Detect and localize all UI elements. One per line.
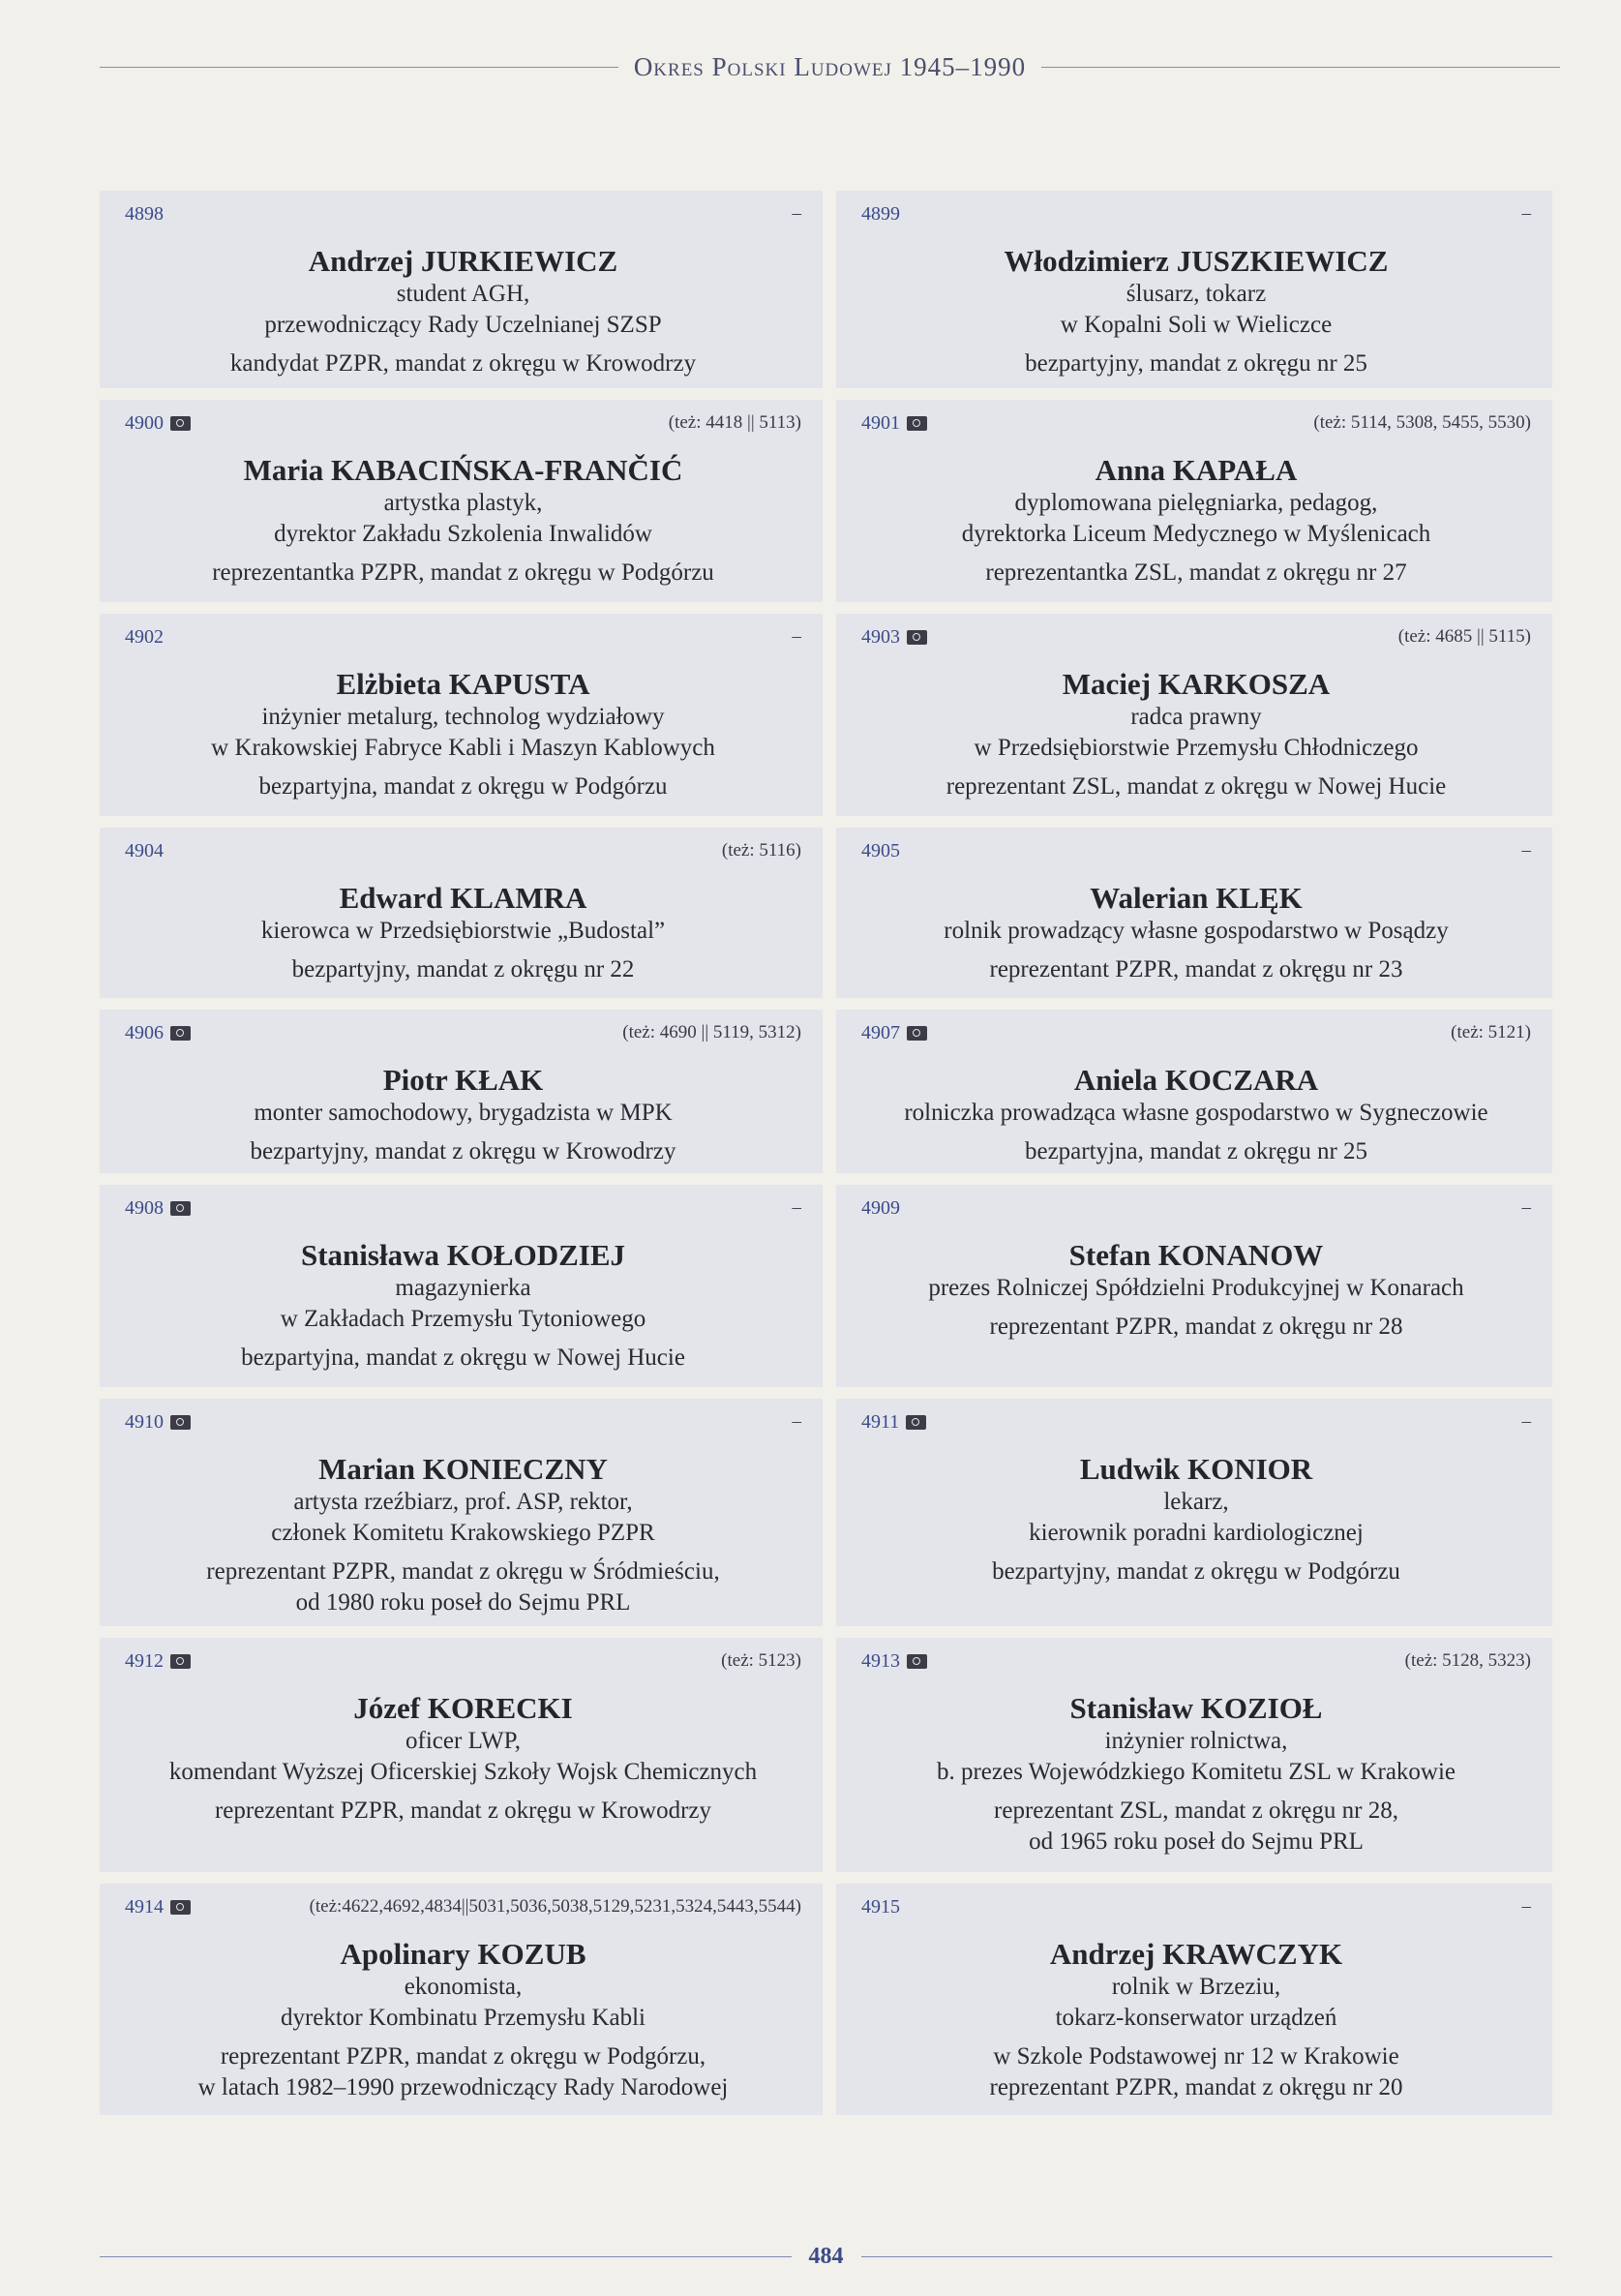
mandate	[861, 558, 1531, 589]
occupation-line: w Przedsiębiorstwie Przemysłu Chłodniczego	[974, 735, 1419, 761]
occupation	[125, 1972, 801, 2034]
mandate-line: reprezentant PZPR, mandat z okręgu nr 20	[989, 2074, 1403, 2100]
occupation	[861, 1098, 1531, 1129]
entry-cross-references: (też: 5116)	[721, 840, 801, 861]
entry-card	[100, 828, 823, 998]
entry-cross-references: (też:4622,4692,4834||5031,5036,5038,5129,5231,5324,5443,5544)	[309, 1896, 801, 1917]
mandate-line: bezpartyjny, mandat z okręgu nr 25	[1025, 350, 1367, 377]
entry-number-group	[125, 1896, 191, 1918]
mandate-line: od 1965 roku poseł do Sejmu PRL	[1029, 1828, 1364, 1855]
camera-icon	[907, 1026, 927, 1041]
mandate-line: w Szkole Podstawowej nr 12 w Krakowie	[993, 2043, 1399, 2069]
entry-number-group	[861, 1411, 926, 1434]
entry-card	[100, 614, 823, 816]
occupation-line: przewodniczący Rady Uczelnianej SZSP	[264, 312, 662, 338]
entry-number: 4901	[861, 411, 900, 434]
entry-body	[125, 881, 801, 985]
entry-header	[861, 1196, 1531, 1220]
camera-icon	[170, 1026, 191, 1041]
entry-cross-references: –	[1521, 1896, 1531, 1917]
camera-icon	[170, 1654, 191, 1669]
entry-header	[125, 1895, 801, 1918]
entry-header	[125, 411, 801, 435]
occupation	[125, 702, 801, 764]
mandate	[861, 1136, 1531, 1167]
occupation-line: artysta rzeźbiarz, prof. ASP, rektor,	[293, 1489, 633, 1515]
entry-number-group	[861, 840, 900, 862]
entry-number-group	[125, 1022, 191, 1044]
entry-number: 4899	[861, 202, 900, 225]
entry-cross-references: –	[792, 626, 801, 647]
entry-header	[861, 839, 1531, 862]
entry-header	[125, 202, 801, 226]
entry-number-group	[861, 626, 927, 649]
occupation-line: tokarz-konserwator urządzeń	[1055, 2005, 1337, 2031]
entry-number-group	[861, 412, 927, 435]
entry-header	[861, 625, 1531, 649]
person-name: Anna KAPAŁA	[1095, 453, 1298, 487]
person-name: Maciej KARKOSZA	[1062, 667, 1331, 701]
mandate-line: od 1980 roku poseł do Sejmu PRL	[295, 1589, 631, 1616]
entry-card	[836, 1638, 1552, 1872]
occupation-line: radca prawny	[1130, 704, 1262, 730]
entry-cross-references: –	[1521, 203, 1531, 224]
occupation-line: rolnik w Brzeziu,	[1111, 1974, 1281, 2000]
occupation-line: w Krakowskiej Fabryce Kabli i Maszyn Kablowych	[211, 735, 715, 761]
mandate	[861, 348, 1531, 379]
mandate	[861, 1796, 1531, 1858]
entry-number-group	[861, 1896, 900, 1918]
entry-card	[100, 1185, 823, 1387]
mandate-line: reprezentant PZPR, mandat z okręgu w Śródmieściu,	[206, 1558, 720, 1585]
entry-number: 4912	[125, 1649, 164, 1672]
person-name: Stanisława KOŁODZIEJ	[300, 1238, 626, 1272]
occupation-line: dyplomowana pielęgniarka, pedagog,	[1014, 490, 1378, 516]
occupation-line: artystka plastyk,	[383, 490, 543, 516]
footer-rule-left	[100, 2256, 792, 2257]
mandate	[125, 558, 801, 589]
entry-number-group	[861, 203, 900, 226]
occupation-line: monter samochodowy, brygadzista w MPK	[254, 1100, 673, 1126]
entry-header	[125, 839, 801, 862]
mandate	[125, 954, 801, 985]
occupation	[125, 488, 801, 550]
entry-body	[125, 1063, 801, 1167]
entry-header	[861, 1895, 1531, 1918]
mandate	[125, 2041, 801, 2103]
person-name: Maria KABACIŃSKA-FRANČIĆ	[243, 453, 683, 487]
occupation-line: dyrektor Zakładu Szkolenia Inwalidów	[274, 521, 652, 547]
running-header-title: Okres Polski Ludowej 1945–1990	[633, 51, 1027, 81]
entry-number: 4905	[861, 839, 900, 861]
person-name: Marian KONIECZNY	[318, 1452, 608, 1486]
entry-body	[125, 1452, 801, 1618]
entry-header	[861, 411, 1531, 435]
camera-icon	[170, 416, 191, 431]
mandate	[861, 2041, 1531, 2103]
mandate-line: w latach 1982–1990 przewodniczący Rady Narodowej	[197, 2074, 729, 2100]
person-name: Włodzimierz JUSZKIEWICZ	[1004, 244, 1389, 278]
entry-card	[836, 1399, 1552, 1626]
mandate	[125, 771, 801, 802]
entry-number: 4910	[125, 1410, 164, 1433]
entry-cross-references: –	[1521, 1197, 1531, 1218]
entry-number-group	[861, 1022, 927, 1044]
occupation-line: w Zakładach Przemysłu Tytoniowego	[280, 1306, 646, 1332]
entries-grid	[100, 191, 1552, 2115]
occupation	[861, 1487, 1531, 1549]
entry-number-group	[125, 203, 164, 226]
entry-card	[836, 1185, 1552, 1387]
entry-cross-references: –	[792, 1411, 801, 1432]
mandate	[125, 1556, 801, 1618]
page-footer	[100, 2240, 1552, 2273]
entry-body	[861, 244, 1531, 379]
occupation	[861, 916, 1531, 947]
entry-body	[125, 453, 801, 589]
entry-body	[125, 667, 801, 802]
occupation	[125, 1487, 801, 1549]
mandate-line: reprezentant PZPR, mandat z okręgu w Krowodrzy	[214, 1798, 712, 1824]
entry-number: 4904	[125, 839, 164, 861]
entry-header	[861, 1410, 1531, 1434]
mandate-line: bezpartyjny, mandat z okręgu w Podgórzu	[992, 1558, 1400, 1585]
person-name: Stanisław KOZIOŁ	[1069, 1691, 1323, 1725]
entry-cross-references: –	[1521, 840, 1531, 861]
entry-header	[125, 625, 801, 649]
entry-cross-references: (też: 4418 || 5113)	[668, 412, 801, 433]
entry-number: 4915	[861, 1895, 900, 1918]
entry-card	[836, 828, 1552, 998]
entry-card	[836, 191, 1552, 388]
occupation	[861, 488, 1531, 550]
entry-card	[836, 400, 1552, 602]
entry-number: 4902	[125, 625, 164, 648]
mandate	[861, 1556, 1531, 1587]
running-header	[100, 50, 1560, 83]
entry-number: 4911	[861, 1410, 900, 1433]
occupation-line: inżynier metalurg, technolog wydziałowy	[261, 704, 665, 730]
entry-card	[836, 1010, 1552, 1173]
occupation-line: dyrektorka Liceum Medycznego w Myślenicach	[961, 521, 1431, 547]
entry-header	[861, 202, 1531, 226]
entry-body	[861, 667, 1531, 802]
camera-icon	[170, 1415, 191, 1430]
occupation-line: kierownik poradni kardiologicznej	[1029, 1520, 1364, 1546]
mandate	[125, 348, 801, 379]
header-rule-right	[1041, 67, 1560, 68]
person-name: Ludwik KONIOR	[1079, 1452, 1313, 1486]
occupation	[125, 1098, 801, 1129]
person-name: Elżbieta KAPUSTA	[336, 667, 590, 701]
entry-card	[100, 1399, 823, 1626]
entry-card	[100, 191, 823, 388]
person-name: Edward KLAMRA	[339, 881, 587, 915]
person-name: Stefan KONANOW	[1068, 1238, 1324, 1272]
occupation-line: prezes Rolniczej Spółdzielni Produkcyjnej w Konarach	[928, 1275, 1464, 1301]
entry-card	[100, 1884, 823, 2115]
entry-number-group	[125, 840, 164, 862]
occupation-line: lekarz,	[1163, 1489, 1229, 1515]
camera-icon	[907, 630, 927, 645]
occupation-line: b. prezes Wojewódzkiego Komitetu ZSL w Krakowie	[936, 1759, 1456, 1785]
camera-icon	[907, 416, 927, 431]
entry-body	[125, 1238, 801, 1374]
entry-card	[836, 614, 1552, 816]
entry-number: 4908	[125, 1196, 164, 1219]
entry-body	[861, 1452, 1531, 1587]
entry-body	[861, 1238, 1531, 1343]
occupation-line: inżynier rolnictwa,	[1104, 1728, 1288, 1754]
mandate-line: kandydat PZPR, mandat z okręgu w Krowodrzy	[229, 350, 697, 377]
entry-card	[836, 1884, 1552, 2115]
person-name: Piotr KŁAK	[382, 1063, 544, 1097]
person-name: Józef KORECKI	[353, 1691, 573, 1725]
entry-number: 4909	[861, 1196, 900, 1219]
entry-cross-references: (też: 4685 || 5115)	[1397, 626, 1531, 647]
person-name: Aniela KOCZARA	[1073, 1063, 1319, 1097]
occupation-line: magazynierka	[395, 1275, 531, 1301]
entry-card	[100, 400, 823, 602]
occupation-line: ekonomista,	[404, 1974, 523, 2000]
person-name: Andrzej JURKIEWICZ	[308, 244, 618, 278]
occupation-line: w Kopalni Soli w Wieliczce	[1060, 312, 1333, 338]
camera-icon	[907, 1654, 927, 1669]
mandate	[125, 1796, 801, 1827]
occupation	[125, 1273, 801, 1335]
mandate-line: bezpartyjna, mandat z okręgu nr 25	[1024, 1138, 1368, 1164]
header-rule-left	[100, 67, 618, 68]
entry-cross-references: (też: 5114, 5308, 5455, 5530)	[1313, 412, 1531, 433]
entry-header	[125, 1410, 801, 1434]
entry-header	[861, 1649, 1531, 1673]
mandate-line: reprezentant PZPR, mandat z okręgu w Podgórzu,	[220, 2043, 706, 2069]
mandate	[125, 1343, 801, 1374]
entry-cross-references: (też: 4690 || 5119, 5312)	[622, 1022, 801, 1042]
occupation	[861, 1726, 1531, 1788]
entry-body	[861, 881, 1531, 985]
entry-number: 4903	[861, 625, 900, 648]
entry-card	[100, 1010, 823, 1173]
occupation-line: ślusarz, tokarz	[1126, 281, 1267, 307]
entry-number: 4898	[125, 202, 164, 225]
occupation	[125, 279, 801, 341]
entry-body	[125, 1937, 801, 2103]
occupation-line: członek Komitetu Krakowskiego PZPR	[271, 1520, 655, 1546]
camera-icon	[170, 1201, 191, 1216]
person-name: Andrzej KRAWCZYK	[1049, 1937, 1343, 1971]
camera-icon	[170, 1900, 191, 1915]
entry-cross-references: –	[792, 1197, 801, 1218]
occupation	[861, 702, 1531, 764]
occupation	[861, 1972, 1531, 2034]
entry-cross-references: (też: 5128, 5323)	[1404, 1650, 1531, 1671]
entry-number-group	[861, 1197, 900, 1220]
mandate	[125, 1136, 801, 1167]
occupation-line: student AGH,	[396, 281, 530, 307]
entry-header	[125, 1021, 801, 1044]
entry-card	[100, 1638, 823, 1872]
mandate-line: bezpartyjny, mandat z okręgu w Krowodrzy	[250, 1138, 676, 1164]
entry-number: 4914	[125, 1895, 164, 1918]
mandate-line: reprezentant PZPR, mandat z okręgu nr 28	[989, 1314, 1403, 1340]
entry-number-group	[125, 1197, 191, 1220]
entry-body	[861, 1063, 1531, 1167]
mandate-line: reprezentant ZSL, mandat z okręgu nr 28,	[994, 1798, 1398, 1824]
mandate-line: reprezentant ZSL, mandat z okręgu w Nowej Hucie	[946, 773, 1447, 800]
occupation-line: kierowca w Przedsiębiorstwie „Budostal”	[260, 918, 666, 944]
entry-body	[125, 244, 801, 379]
occupation-line: dyrektor Kombinatu Przemysłu Kabli	[280, 2005, 645, 2031]
mandate	[861, 771, 1531, 802]
mandate-line: reprezentantka PZPR, mandat z okręgu w Podgórzu	[212, 559, 714, 586]
occupation	[861, 279, 1531, 341]
occupation	[861, 1273, 1531, 1304]
entry-number: 4906	[125, 1021, 164, 1043]
camera-icon	[906, 1415, 926, 1430]
entry-header	[861, 1021, 1531, 1044]
mandate-line: reprezentant PZPR, mandat z okręgu nr 23	[989, 956, 1403, 982]
entry-body	[861, 453, 1531, 589]
person-name: Apolinary KOZUB	[340, 1937, 586, 1971]
entry-number-group	[125, 1411, 191, 1434]
entry-number-group	[861, 1650, 927, 1673]
entry-header	[125, 1196, 801, 1220]
mandate-line: bezpartyjny, mandat z okręgu nr 22	[291, 956, 635, 982]
page-number: 484	[808, 2243, 844, 2269]
entry-cross-references: –	[792, 203, 801, 224]
mandate-line: bezpartyjna, mandat z okręgu w Nowej Hucie	[241, 1344, 685, 1371]
entry-cross-references: (też: 5121)	[1451, 1022, 1531, 1042]
occupation-line: rolniczka prowadząca własne gospodarstwo w Sygneczowie	[904, 1100, 1488, 1126]
mandate	[861, 954, 1531, 985]
occupation	[125, 1726, 801, 1788]
mandate-line: bezpartyjna, mandat z okręgu w Podgórzu	[258, 773, 668, 800]
entry-body	[125, 1691, 801, 1827]
entry-number-group	[125, 626, 164, 649]
occupation-line: rolnik prowadzący własne gospodarstwo w Posądzy	[944, 918, 1449, 944]
entry-number: 4900	[125, 411, 164, 434]
entry-header	[125, 1649, 801, 1673]
footer-rule-right	[861, 2256, 1553, 2257]
entry-number-group	[125, 1650, 191, 1673]
mandate	[861, 1312, 1531, 1343]
entry-number-group	[125, 412, 191, 435]
entry-number: 4913	[861, 1649, 900, 1672]
occupation-line: oficer LWP,	[405, 1728, 521, 1754]
entry-body	[861, 1691, 1531, 1858]
entry-cross-references: (też: 5123)	[721, 1650, 801, 1671]
entry-cross-references: –	[1521, 1411, 1531, 1432]
mandate-line: reprezentantka ZSL, mandat z okręgu nr 27	[985, 559, 1407, 586]
occupation-line: komendant Wyższej Oficerskiej Szkoły Wojsk Chemicznych	[168, 1759, 758, 1785]
occupation	[125, 916, 801, 947]
person-name: Walerian KLĘK	[1090, 881, 1303, 915]
entry-number: 4907	[861, 1021, 900, 1043]
entry-body	[861, 1937, 1531, 2103]
